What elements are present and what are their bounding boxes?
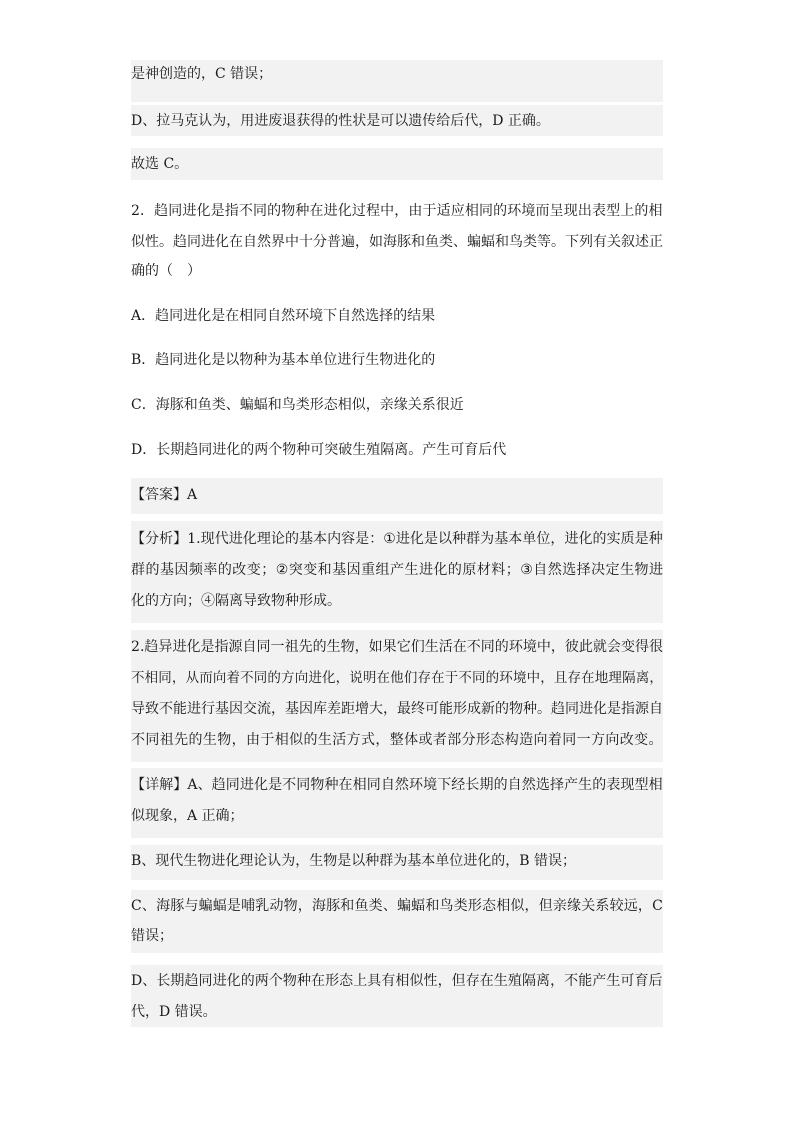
detail-d-line-1: D 、 长 期 趋 同 进 化 的 两 个 物 种 在 形 态 上 具 有 相 似 性 ， 但 存 在 生 殖 隔 离 ， 不 能 产 生 可 育 后 — [131, 973, 663, 989]
question-stem-line-2: 似 性 。 趋 同 进 化 在 自 然 界 中 十 分 普 遍 ， 如 海 豚 和 鱼 类 、 蝙 蝠 和 鸟 类 等 。 下 列 有 关 叙 述 正 — [131, 234, 663, 250]
option-a: A．趋同进化是在相同自然环境下自然选择的结果 — [131, 308, 436, 324]
answer-bg — [131, 478, 663, 514]
question-stem-line-3: 确的（ ） — [131, 263, 201, 279]
analysis-p2-line-3: 导 致 不 能 进 行 基 因 交 流 ， 基 因 库 差 距 增 大 ， 最 终 可 能 形 成 新 的 物 种 。 趋 同 进 化 是 指 源 自 — [131, 701, 663, 717]
analysis-p1-line-3: 化的方向；④隔离导致物种形成。 — [131, 593, 341, 609]
answer-text: 【答案】A — [131, 487, 198, 503]
detail-c-line-2: 错误； — [131, 928, 173, 944]
option-c: C．海豚和鱼类、蝙蝠和鸟类形态相似，亲缘关系很近 — [131, 397, 464, 413]
solution-conclusion: 故选 C。 — [131, 156, 189, 172]
option-d: D．长期趋同进化的两个物种可突破生殖隔离。产生可育后代 — [131, 442, 507, 458]
solution-choose-bg — [131, 148, 663, 180]
analysis-p2-line-1: 2 . 趋 异 进 化 是 指 源 自 同 一 祖 先 的 生 物 ， 如 果 它 们 生 活 在 不 同 的 环 境 中 ， 彼 此 就 会 变 得 很 — [131, 639, 663, 655]
detail-b-line: B、现代生物进化理论认为，生物是以种群为基本单位进化的，B 错误； — [131, 853, 577, 869]
analysis-p2-line-2: 不 相 同 ， 从 而 向 着 不 同 的 方 向 进 化 ， 说 明 在 他 们 存 在 于 不 同 的 环 境 中 ， 且 存 在 地 理 隔 离 ， — [131, 670, 663, 686]
analysis-p1-line-2: 群 的 基 因 频 率 的 改 变 ； ② 突 变 和 基 因 重 组 产 生 进 化 的 原 材 料 ； ③ 自 然 选 择 决 定 生 物 进 — [131, 562, 663, 578]
detail-c-line-1: C 、 海 豚 与 蝙 蝠 是 哺 乳 动 物 ， 海 豚 和 鱼 类 、 蝙 蝠 和 鸟 类 形 态 相 似 ， 但 亲 缘 关 系 较 远 ， C — [131, 898, 663, 914]
question-stem-line-1: 2 ． 趋 同 进 化 是 指 不 同 的 物 种 在 进 化 过 程 中 ， 由 于 适 应 相 同 的 环 境 而 呈 现 出 表 型 上 的 相 — [131, 203, 663, 219]
analysis-p1-line-1: 【 分 析 】 1 . 现 代 进 化 理 论 的 基 本 内 容 是 ： ① 进 化 是 以 种 群 为 基 本 单 位 ， 进 化 的 实 质 是 种 — [131, 531, 663, 547]
detail-a-line-1: 【 详 解 】 A 、 趋 同 进 化 是 不 同 物 种 在 相 同 自 然 环 境 下 经 长 期 的 自 然 选 择 产 生 的 表 现 型 相 — [131, 777, 663, 793]
solution-c-line: 是神创造的，C 错误； — [131, 66, 273, 82]
detail-a-line-2: 似现象，A 正确； — [131, 808, 244, 824]
detail-d-line-2: 代，D 错误。 — [131, 1004, 217, 1020]
option-b: B．趋同进化是以物种为基本单位进行生物进化的 — [131, 352, 436, 368]
analysis-p2-line-4: 不 同 祖 先 的 生 物 ， 由 于 相 似 的 生 活 方 式 ， 整 体 或 者 部 分 形 态 构 造 向 着 同 一 方 向 改 变 。 — [131, 732, 663, 748]
solution-d-line: D、拉马克认为，用进废退获得的性状是可以遗传给后代，D 正确。 — [131, 113, 550, 129]
